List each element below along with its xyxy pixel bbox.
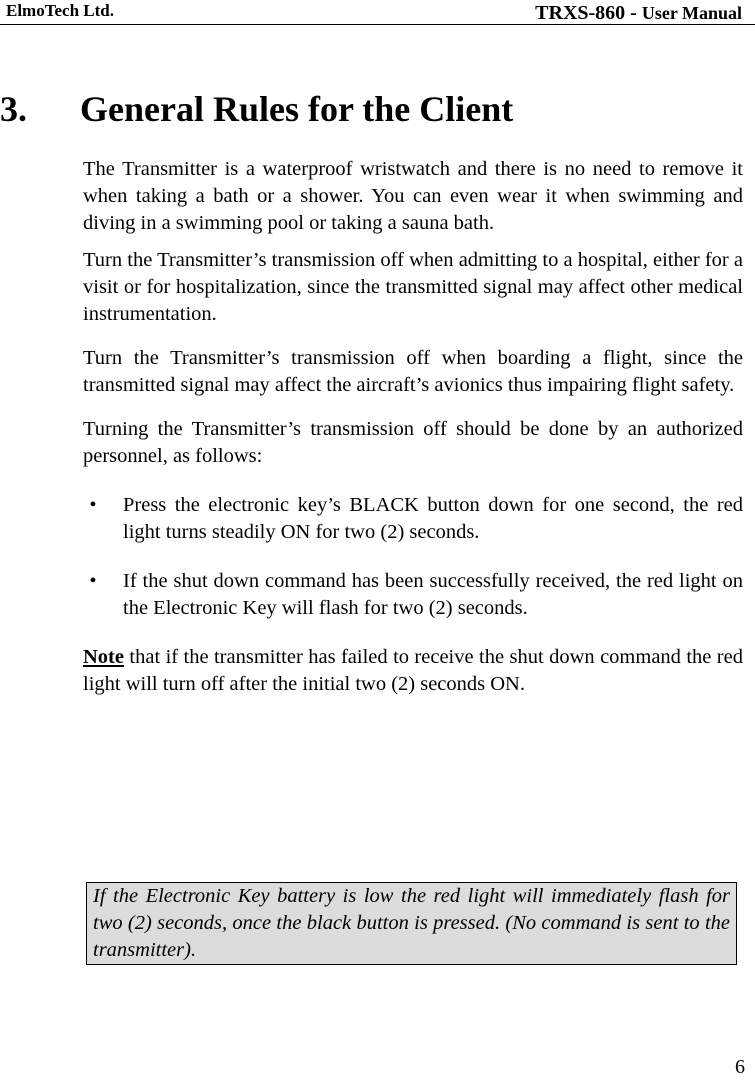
page-header [0,0,755,25]
paragraph-hospital: Turn the Transmitter’s transmission off when admitting to a hospital, either for a visit or for hospitalization, since the transmitted signal may affect other medical instrumentation. [83,249,743,325]
page-number: 6 [735,1056,745,1078]
list-item [83,568,743,622]
section-body [83,156,743,698]
list-item [83,492,743,546]
header-manual: User Manual [641,3,742,23]
note-label: Note [83,646,124,668]
battery-callout: If the Electronic Key battery is low the red light will immediately flash for two (2) seconds, once the black button is pressed. (No command is sent to the transmitter). [86,882,737,965]
note-paragraph [83,644,743,698]
note-text: that if the transmitter has failed to receive the shut down command the red light will turn off after the initial two (2) seconds ON. [83,646,743,695]
bullet-icon: • [89,570,97,592]
paragraph-waterproof: The Transmitter is a waterproof wristwatch and there is no need to remove it when taking a bath or a shower. You can even wear it when swimming and diving in a swimming pool or taking a sauna bath. [83,158,743,234]
section-title: General Rules for the Client [80,89,514,129]
paragraph-turning-off: Turning the Transmitter’s transmission off should be done by an authorized personnel, as follows: [83,418,743,467]
list-item-text: If the shut down command has been successfully received, the red light on the Electronic Key will flash for two (2) seconds. [123,570,743,619]
section-number: 3. [0,89,27,129]
list-item-text: Press the electronic key’s BLACK button down for one second, the red light turns steadily ON for two (2) seconds. [123,494,743,543]
bullet-icon: • [89,494,97,516]
header-company: ElmoTech Ltd. [6,1,115,20]
instruction-list [83,492,743,622]
header-title [535,2,742,25]
paragraph-flight: Turn the Transmitter’s transmission off when boarding a flight, since the transmitted signal may affect the aircraft’s avionics thus impairing flight safety. [83,347,743,396]
header-product: TRXS-860 - [535,2,642,24]
